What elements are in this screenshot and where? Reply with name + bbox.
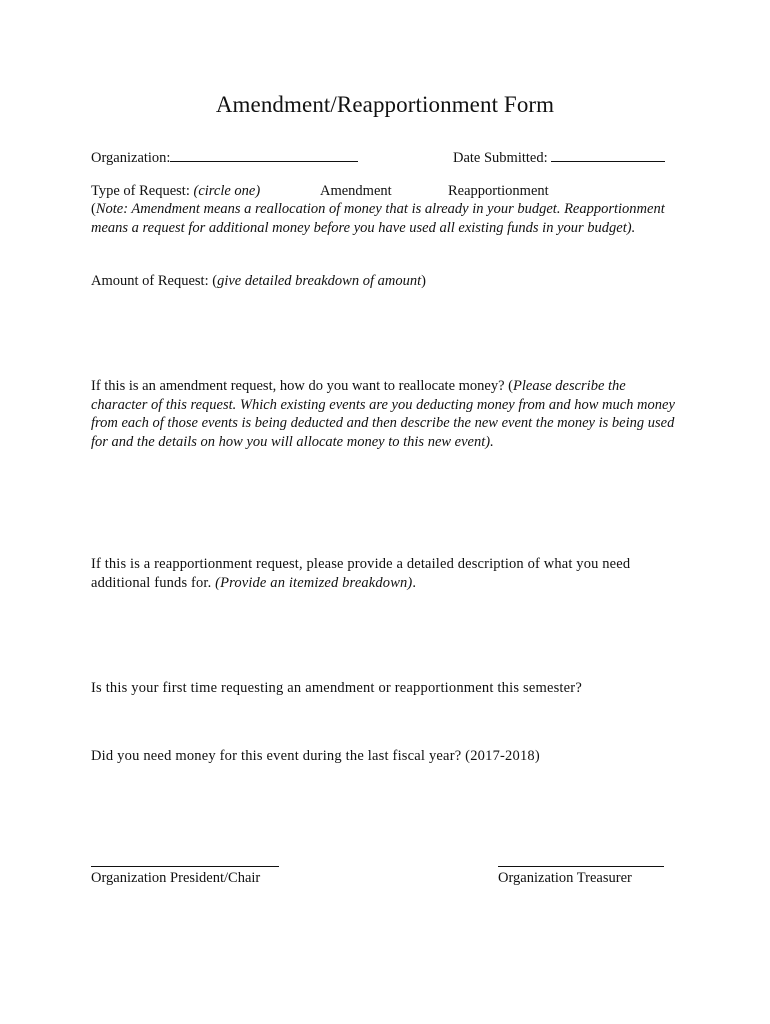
organization-field[interactable] — [170, 147, 358, 162]
last-fiscal-year-question: Did you need money for this event during the last fiscal year? (2017-2018) — [91, 748, 540, 764]
first-time-question: Is this your first time requesting an amendment or reapportionment this semester? — [91, 680, 582, 696]
note-text: Note: Amendment means a reallocation of money that is already in your budget. Reapportionment means a request for additional money before you have used all existing funds in your budget — [91, 201, 665, 236]
amendment-question-text: If this is an amendment request, how do you want to reallocate money? ( — [91, 378, 513, 394]
president-signature-line[interactable] — [91, 866, 279, 867]
amount-of-request — [91, 272, 426, 290]
amount-instruction: give detailed breakdown of amount — [217, 273, 422, 289]
amount-close: ) — [421, 273, 426, 289]
note-paren-open: ( — [91, 201, 96, 217]
amount-label: Amount of Request: ( — [91, 273, 218, 289]
type-of-request-instruction: (circle one) — [193, 183, 261, 199]
treasurer-signature-label: Organization Treasurer — [498, 870, 632, 886]
option-reapportionment[interactable]: Reapportionment — [448, 183, 549, 199]
organization-label: Organization: — [91, 150, 171, 166]
form-title: Amendment/Reapportionment Form — [215, 92, 555, 117]
date-submitted-field[interactable] — [551, 147, 665, 162]
type-of-request-label-row — [91, 182, 260, 200]
reapportionment-question — [91, 555, 681, 592]
amendment-question-close: ). — [485, 433, 494, 450]
note-paren-close: ). — [626, 219, 636, 236]
reapportionment-question-close: . — [412, 574, 417, 591]
type-of-request-label: Type of Request: — [91, 183, 194, 199]
date-submitted-label: Date Submitted: — [453, 150, 548, 166]
reapportionment-question-instruction: (Provide an itemized breakdown) — [215, 574, 413, 591]
president-signature-label: Organization President/Chair — [91, 870, 261, 886]
amendment-question — [91, 377, 683, 451]
amendment-question-instruction: Please describe the character of this request. Which existing events are you deducting money from and how much money from each of those events is being deducted and then describe the new event the money is being used for and the details on how you will allocate money to this new event — [91, 378, 675, 450]
treasurer-signature-line[interactable] — [498, 866, 664, 867]
date-submitted-row — [453, 147, 665, 167]
organization-row — [91, 147, 358, 167]
option-amendment[interactable]: Amendment — [320, 183, 392, 199]
note-paragraph — [91, 200, 676, 237]
reapportionment-question-text: If this is a reapportionment request, please provide a detailed description of what you need additional funds for. — [91, 556, 631, 591]
